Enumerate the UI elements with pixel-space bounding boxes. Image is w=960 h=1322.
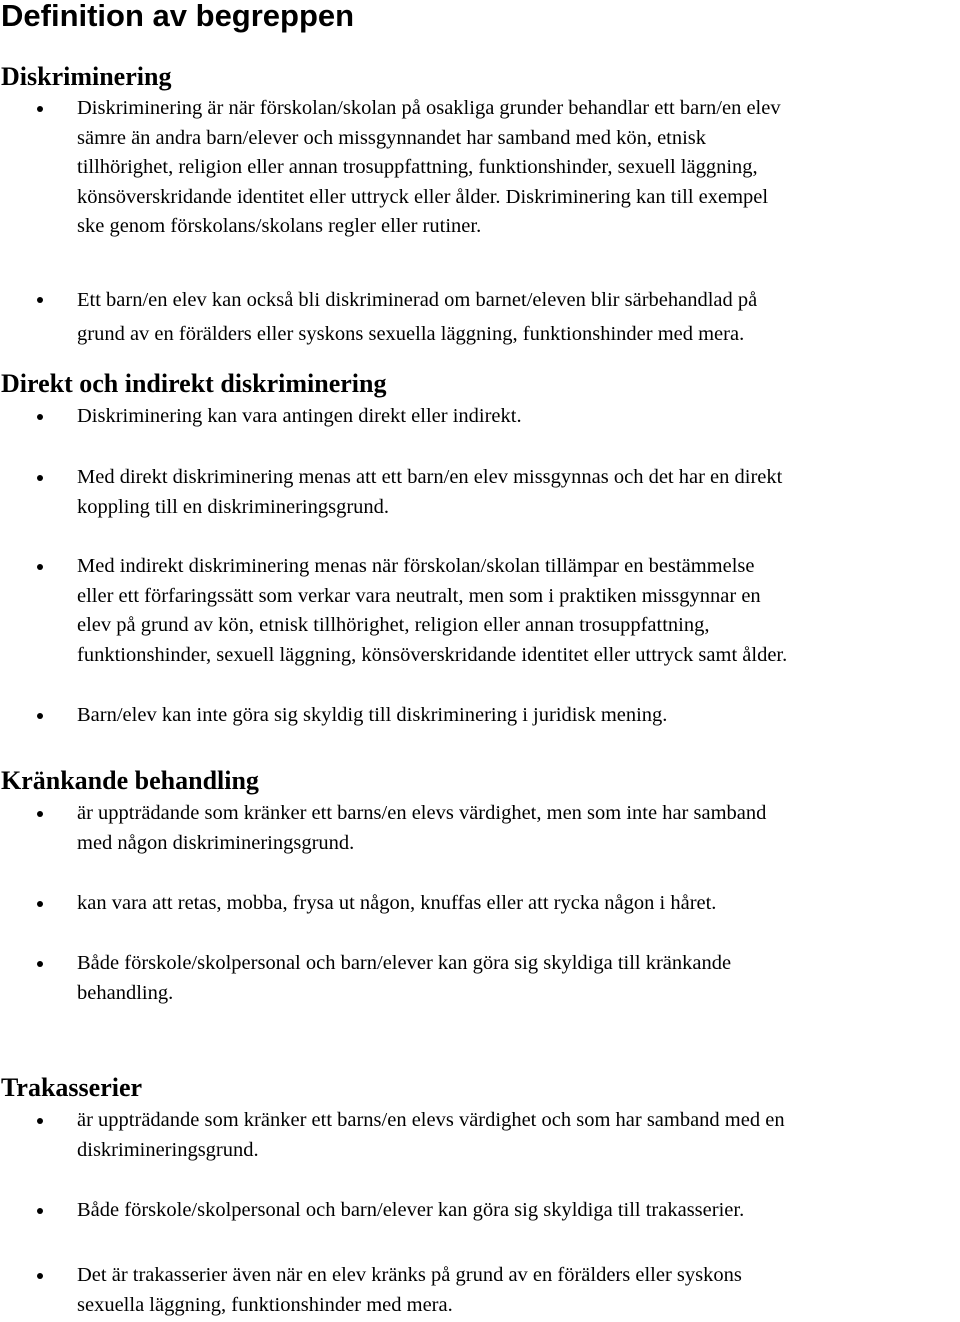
- page-title: Definition av begreppen: [1, 0, 355, 33]
- bullet-icon: [37, 1208, 43, 1214]
- list-item-text: Diskriminering kan vara antingen direkt eller indirekt.: [77, 405, 522, 427]
- section-heading-trakasserier: Trakasserier: [1, 1073, 143, 1102]
- bullet-icon: [37, 811, 43, 817]
- list-item-text: Diskriminering är när förskolan/skolan på osakliga grunder behandlar ett barn/en elev sämre än andra barn/elever och missgynnandet har samband med kön, etnisk tillhörighet, religion eller annan trosuppfattning, funktionshinder, sexuell läggning, könsöverskridande identitet eller uttryck eller ålder. Diskriminering kan till exempel ske genom förskolans/skolans regler eller rutiner.: [77, 97, 781, 237]
- list-item-text: är uppträdande som kränker ett barns/en elevs värdighet och som har samband med en diskrimineringsgrund.: [77, 1109, 785, 1161]
- list-item-text: Med indirekt diskriminering menas när förskolan/skolan tillämpar en bestämmelse eller ett förfaringssätt som verkar vara neutralt, men som i praktiken missgynnar en elev på grund av kön, etnisk tillhörighet, religion eller annan trosuppfattning, funktionshinder, sexuell läggning, könsöverskridande identitet eller uttryck samt ålder.: [77, 555, 788, 666]
- list-item-text: Både förskole/skolpersonal och barn/elever kan göra sig skyldiga till trakasserier.: [77, 1199, 745, 1221]
- bullet-icon: [37, 106, 43, 112]
- list-item-text: Ett barn/en elev kan också bli diskriminerad om barnet/eleven blir särbehandlad på grund av en förälders eller syskons sexuella läggning, funktionshinder med mera.: [77, 289, 758, 345]
- bullet-icon: [37, 961, 43, 967]
- list-item-text: Både förskole/skolpersonal och barn/elever kan göra sig skyldiga till kränkande behandling.: [77, 952, 732, 1004]
- list-item-text: kan vara att retas, mobba, frysa ut någon, knuffas eller att rycka någon i håret.: [77, 892, 717, 914]
- section-heading-diskriminering: Diskriminering: [1, 62, 172, 91]
- bullet-icon: [37, 297, 43, 303]
- bullet-icon: [37, 475, 43, 481]
- bullet-icon: [37, 1118, 43, 1124]
- list-item-text: Med direkt diskriminering menas att ett barn/en elev missgynnas och det har en direkt koppling till en diskrimineringsgrund.: [77, 466, 783, 518]
- bullet-icon: [37, 713, 43, 719]
- list-item-text: Barn/elev kan inte göra sig skyldig till diskriminering i juridisk mening.: [77, 704, 668, 726]
- bullet-icon: [37, 1273, 43, 1279]
- list-item-text: är uppträdande som kränker ett barns/en elevs värdighet, men som inte har samband med någon diskrimineringsgrund.: [77, 802, 767, 854]
- section-heading-direkt-indirekt: Direkt och indirekt diskriminering: [1, 369, 387, 398]
- list-item-text: Det är trakasserier även när en elev kränks på grund av en förälders eller syskons sexuella läggning, funktionshinder med mera.: [77, 1264, 742, 1316]
- bullet-icon: [37, 414, 43, 420]
- bullet-icon: [37, 564, 43, 570]
- bullet-icon: [37, 901, 43, 907]
- section-heading-krankande: Kränkande behandling: [1, 766, 259, 795]
